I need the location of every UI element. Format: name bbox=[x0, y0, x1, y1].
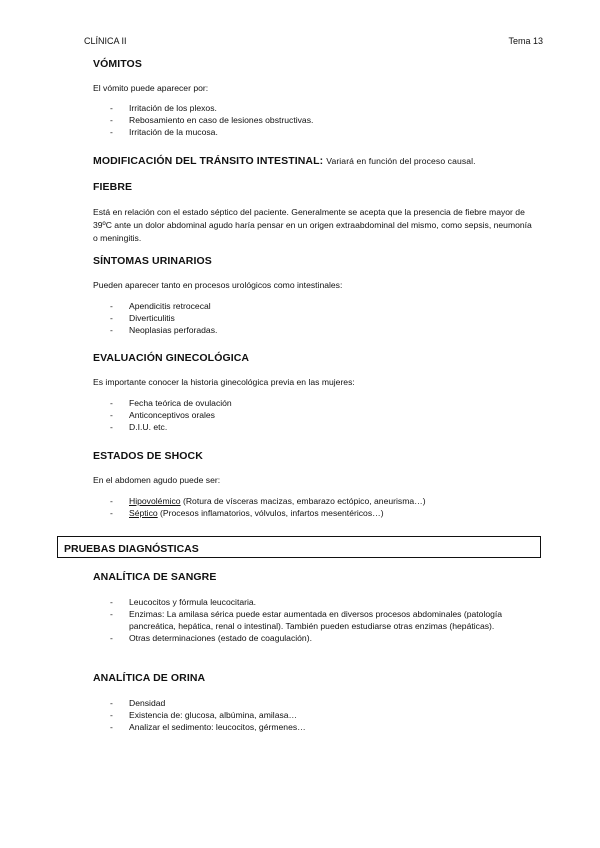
ginecologica-list bbox=[93, 397, 543, 433]
heading-shock: ESTADOS DE SHOCK bbox=[93, 450, 203, 462]
list-item: - Existencia de: glucosa, albúmina, amilasa… bbox=[110, 710, 298, 720]
list-item: - Analizar el sedimento: leucocitos, gérmenes… bbox=[110, 722, 306, 732]
section-box-pruebas bbox=[57, 536, 541, 558]
vomitos-list bbox=[93, 102, 543, 138]
urinarios-intro: Pueden aparecer tanto en procesos urológicos como intestinales: bbox=[93, 280, 343, 290]
section-urinarios bbox=[93, 255, 543, 336]
shock-list bbox=[93, 495, 543, 519]
topic-number: Tema 13 bbox=[508, 36, 543, 46]
course-name: CLÍNICA II bbox=[84, 36, 127, 46]
list-item: - Irritación de los plexos. bbox=[110, 103, 217, 113]
section-shock bbox=[93, 450, 543, 519]
heading-transito: MODIFICACIÓN DEL TRÁNSITO INTESTINAL: Variará en función del proceso causal. bbox=[93, 155, 476, 167]
list-item: - D.I.U. etc. bbox=[110, 422, 168, 432]
heading-sangre: ANALÍTICA DE SANGRE bbox=[93, 571, 217, 583]
list-item: - Séptico (Procesos inflamatorios, vólvulos, infartos mesentéricos…) bbox=[110, 508, 384, 518]
heading-vomitos: VÓMITOS bbox=[93, 58, 142, 70]
section-sangre bbox=[93, 571, 543, 644]
list-item: - Enzimas: La amilasa sérica puede estar aumentada en diversos procesos abdominales (patología pancreática, hepática, renal o intestinal). También pueden estudiarse otras enzimas (hepáticas). bbox=[110, 609, 503, 631]
list-item: - Apendicitis retrocecal bbox=[110, 301, 211, 311]
list-item: - Otras determinaciones (estado de coagulación). bbox=[110, 633, 312, 643]
section-ginecologica bbox=[93, 352, 543, 433]
section-orina bbox=[93, 672, 543, 733]
list-item: - Diverticulitis bbox=[110, 313, 175, 323]
sangre-list bbox=[93, 596, 513, 644]
heading-pruebas: PRUEBAS DIAGNÓSTICAS bbox=[64, 543, 199, 555]
list-item: - Fecha teórica de ovulación bbox=[110, 398, 232, 408]
urinarios-list bbox=[93, 300, 543, 336]
heading-fiebre: FIEBRE bbox=[93, 181, 133, 193]
list-item: - Densidad bbox=[110, 698, 166, 708]
heading-ginecologica: EVALUACIÓN GINECOLÓGICA bbox=[93, 352, 250, 364]
list-item: - Anticonceptivos orales bbox=[110, 410, 215, 420]
transito-text: Variará en función del proceso causal. bbox=[326, 156, 476, 166]
fiebre-text: Está en relación con el estado séptico del paciente. Generalmente se acepta que la presencia de fiebre mayor de 39ºC ante un dolor abdominal agudo haría pensar en un origen extraabdominal del mismo, como sepsis, neumonía o meningitis. bbox=[93, 207, 532, 243]
ginecologica-intro: Es importante conocer la historia ginecológica previa en las mujeres: bbox=[93, 377, 355, 387]
list-item: - Irritación de la mucosa. bbox=[110, 127, 218, 137]
section-transito bbox=[93, 155, 543, 167]
list-item: - Rebosamiento en caso de lesiones obstructivas. bbox=[110, 115, 314, 125]
vomitos-intro: El vómito puede aparecer por: bbox=[93, 83, 209, 93]
section-fiebre bbox=[93, 181, 543, 245]
orina-list bbox=[93, 697, 543, 733]
heading-urinarios: SÍNTOMAS URINARIOS bbox=[93, 255, 212, 267]
shock-intro: En el abdomen agudo puede ser: bbox=[93, 475, 221, 485]
list-item: - Hipovolémico (Rotura de vísceras macizas, embarazo ectópico, aneurisma…) bbox=[110, 496, 426, 506]
list-item: - Leucocitos y fórmula leucocitaria. bbox=[110, 597, 257, 607]
section-vomitos bbox=[93, 58, 543, 138]
heading-orina: ANALÍTICA DE ORINA bbox=[93, 672, 206, 684]
list-item: - Neoplasias perforadas. bbox=[110, 325, 218, 335]
